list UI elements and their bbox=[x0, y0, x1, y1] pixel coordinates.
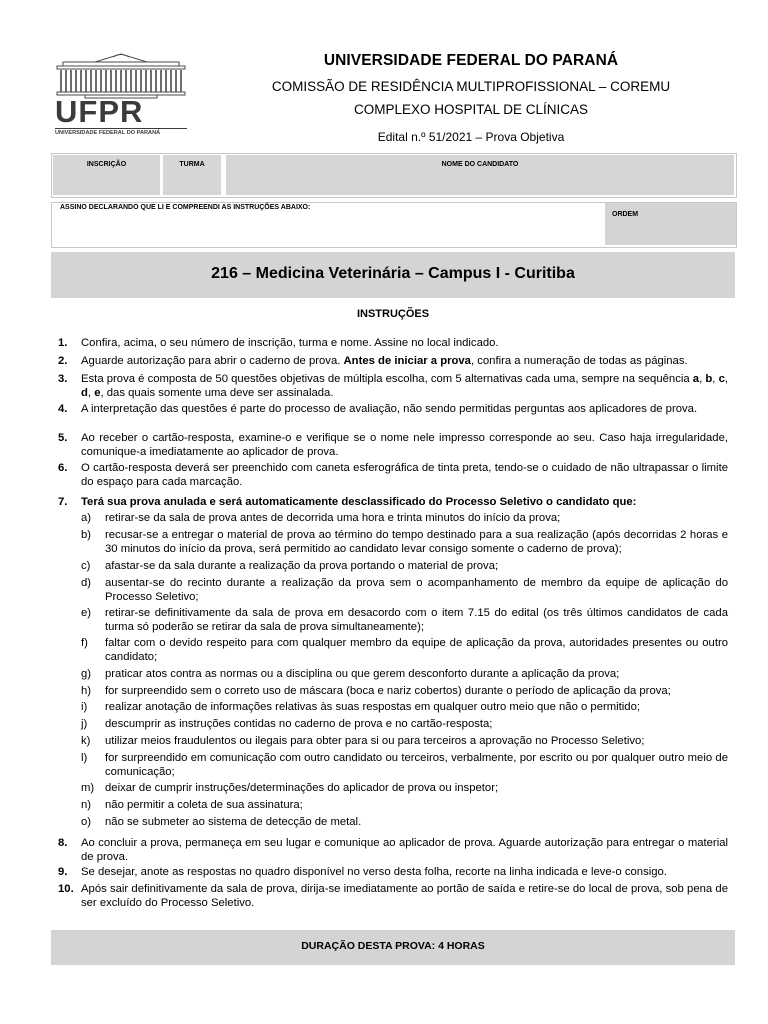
signature-field[interactable] bbox=[52, 203, 602, 245]
instruction-text: O cartão-resposta deverá ser preenchido com caneta esferográfica de tinta preta, tendo-se o cuidado de não ultrapassar o limite do espaço para cada marcação. bbox=[81, 462, 728, 489]
turma-label: TURMA bbox=[179, 161, 205, 168]
instruction-text: Confira, acima, o seu número de inscrição, turma e nome. Assine no local indicado. bbox=[81, 337, 499, 349]
subitem-letter: e) bbox=[81, 607, 92, 619]
subitem bbox=[81, 606, 728, 635]
subitem-letter: d) bbox=[81, 577, 92, 589]
instruction-item bbox=[58, 461, 728, 490]
subitem-text: afastar-se da sala durante a realização da prova portando o material de prova; bbox=[105, 560, 499, 572]
candidate-info-row bbox=[51, 153, 737, 198]
subitem-letter: h) bbox=[81, 685, 92, 697]
course-band bbox=[51, 252, 735, 298]
instruction-item bbox=[58, 336, 728, 350]
subitem-letter: n) bbox=[81, 799, 92, 811]
instruction-item bbox=[58, 836, 728, 865]
alt-letter: a bbox=[692, 373, 700, 385]
instruction-text: Se desejar, anote as respostas no quadro disponível no verso desta folha, recorte na linha indicada e leve-o consigo. bbox=[81, 866, 667, 878]
duration-text: DURAÇÃO DESTA PROVA: 4 HORAS bbox=[301, 940, 485, 952]
instruction-number: 1. bbox=[58, 337, 68, 349]
logo-subtext: UNIVERSIDADE FEDERAL DO PARANÁ bbox=[55, 128, 187, 136]
subitem bbox=[81, 511, 728, 525]
subitem bbox=[81, 528, 728, 557]
instruction-text: Terá sua prova anulada e será automaticamente desclassificado do Processo Seletivo o candidato que: bbox=[81, 496, 637, 508]
nome-field[interactable] bbox=[226, 155, 734, 195]
ordem-field bbox=[605, 203, 736, 245]
instruction-number: 2. bbox=[58, 355, 68, 367]
logo-text: UFPR bbox=[55, 94, 144, 129]
subitem-letter: o) bbox=[81, 816, 92, 828]
subitem-text: realizar anotação de informações relativas às suas respostas em qualquer outro meio que não o permitido; bbox=[105, 701, 641, 713]
instruction-item bbox=[58, 882, 728, 911]
subitem bbox=[81, 559, 728, 573]
subitem-text: for surpreendido em comunicação com outro candidato ou terceiros, verbalmente, por escrito ou por qualquer outro meio de comunicação; bbox=[105, 752, 728, 779]
subitem-letter: f) bbox=[81, 637, 88, 649]
text-segment: Aguarde autorização para abrir o caderno de prova. bbox=[81, 355, 344, 367]
subitem-text: retirar-se definitivamente da sala de prova em desacordo com o item 7.15 do edital (os três últimos candidatos de cada turma só poderão se retirar da sala de prova simultaneamente); bbox=[105, 607, 728, 634]
nome-label: NOME DO CANDIDATO bbox=[441, 161, 519, 168]
instruction-number: 9. bbox=[58, 866, 68, 878]
subitem bbox=[81, 781, 728, 795]
alt-letter: e bbox=[94, 387, 101, 400]
signature-row bbox=[51, 202, 737, 248]
subitem-text: deixar de cumprir instruções/determinações do aplicador de prova ou inspetor; bbox=[105, 782, 499, 794]
alt-letter: b bbox=[705, 373, 713, 385]
subitem-text: não permitir a coleta de sua assinatura; bbox=[105, 799, 303, 811]
instruction-number: 3. bbox=[58, 373, 68, 385]
subitem-letter: l) bbox=[81, 752, 88, 764]
text-segment: Esta prova é composta de 50 questões objetivas de múltipla escolha, com 5 alternativas cada uma, sempre na sequência bbox=[81, 373, 693, 385]
subitem-text: ausentar-se do recinto durante a realização da prova sem o acompanhamento de membro da equipe de aplicação do Processo Seletivo; bbox=[105, 577, 728, 604]
subitem-text: for surpreendido sem o correto uso de máscara (boca e nariz cobertos) durante o período de aplicação da prova; bbox=[105, 685, 671, 697]
subitem bbox=[81, 576, 728, 605]
instruction-item bbox=[58, 372, 728, 401]
instruction-number: 7. bbox=[58, 496, 68, 508]
subitem-letter: b) bbox=[81, 529, 92, 541]
instruction-number: 6. bbox=[58, 462, 68, 474]
subitem-letter: i) bbox=[81, 701, 88, 713]
subitem bbox=[81, 734, 728, 748]
instruction-text: Após sair definitivamente da sala de prova, dirija-se imediatamente ao portão de saída e retire-se do local de prova, sob pena de ser excluído do Processo Seletivo. bbox=[81, 883, 728, 910]
university-name: UNIVERSIDADE FEDERAL DO PARANÁ bbox=[323, 52, 619, 69]
duration-band bbox=[51, 930, 735, 965]
inscricao-label: INSCRIÇÃO bbox=[86, 161, 127, 168]
instruction-item bbox=[58, 431, 728, 460]
subitem-text: praticar atos contra as normas ou a disciplina ou que gerem desconforto durante a aplicação da prova; bbox=[105, 668, 620, 680]
instruction-number: 8. bbox=[58, 837, 68, 849]
subitem bbox=[81, 717, 728, 731]
subitem-text: descumprir as instruções contidas no caderno de prova e no cartão-resposta; bbox=[105, 718, 493, 730]
subitem-text: recusar-se a entregar o material de prova ao término do tempo destinado para a sua realização (após decorridas 2 horas e 30 minutos do início da prova, será permitido ao candidato levar consigo somente o caderno de prova); bbox=[105, 529, 728, 556]
subitem-letter: m) bbox=[81, 782, 95, 794]
edital-line: Edital n.º 51/2021 – Prova Objetiva bbox=[377, 130, 565, 144]
subitem-text: retirar-se da sala de prova antes de decorrida uma hora e trinta minutos do início da prova; bbox=[105, 512, 561, 524]
subitem-letter: k) bbox=[81, 735, 91, 747]
subitem-text: não se submeter ao sistema de detecção de metal. bbox=[105, 816, 362, 828]
subitem bbox=[81, 751, 728, 780]
text-segment: , das quais somente uma deve ser assinalada. bbox=[100, 387, 334, 400]
instruction-item bbox=[58, 354, 728, 368]
inscricao-field[interactable] bbox=[53, 155, 160, 195]
instruction-text bbox=[81, 354, 728, 368]
text-bold-segment: Antes de iniciar a prova bbox=[343, 355, 471, 367]
subitem-letter: a) bbox=[81, 512, 92, 524]
instructions-heading: INSTRUÇÕES bbox=[356, 308, 430, 320]
instruction-item bbox=[58, 495, 728, 509]
instruction-number: 4. bbox=[58, 403, 68, 415]
subitem-letter: c) bbox=[81, 560, 91, 572]
instruction-item bbox=[58, 865, 728, 879]
subitem bbox=[81, 815, 728, 829]
signature-label: ASSINO DECLARANDO QUE LI E COMPREENDI AS INSTRUÇÕES ABAIXO: bbox=[60, 204, 311, 211]
text-segment: , confira a numeração de todas as páginas. bbox=[470, 355, 688, 367]
course-title: 216 – Medicina Veterinária – Campus I - Curitiba bbox=[211, 265, 575, 282]
instruction-text: Ao concluir a prova, permaneça em seu lugar e comunique ao aplicador de prova. Aguarde autorização para entregar o material de prova. bbox=[81, 837, 728, 864]
instruction-item bbox=[58, 402, 728, 416]
subitem bbox=[81, 636, 728, 665]
subitem bbox=[81, 700, 728, 714]
instruction-text: A interpretação das questões é parte do processo de avaliação, não sendo permitidas perguntas aos aplicadores de prova. bbox=[81, 403, 698, 415]
instruction-text: Esta prova é composta de 50 questões objetivas de múltipla escolha, com 5 alternativas cada uma, sempre na sequência a, b, c, d, e, das quais somente uma deve ser assinalada. bbox=[81, 373, 729, 400]
alt-letter: c bbox=[718, 373, 725, 385]
hospital-name: COMPLEXO HOSPITAL DE CLÍNICAS bbox=[353, 102, 589, 117]
instruction-number: 10. bbox=[58, 883, 74, 895]
subitem-text: utilizar meios fraudulentos ou ilegais para obter para si ou para terceiros a aprovação no Processo Seletivo; bbox=[105, 735, 645, 747]
alt-letter: d bbox=[81, 387, 88, 400]
instruction-text: Ao receber o cartão-resposta, examine-o e verifique se o nome nele impresso corresponde ao seu. Caso haja irregularidade, comunique-a imediatamente ao aplicador de prova. bbox=[81, 432, 728, 459]
subitem-letter: j) bbox=[81, 718, 88, 730]
subitem bbox=[81, 798, 728, 812]
subitem bbox=[81, 667, 728, 681]
ufpr-logo bbox=[55, 52, 187, 134]
instruction-number: 5. bbox=[58, 432, 68, 444]
subitem-text: faltar com o devido respeito para com qualquer membro da equipe de aplicação da prova, autoridades presentes ou outro candidato; bbox=[105, 637, 728, 664]
ordem-label: ORDEM bbox=[612, 211, 639, 218]
subitem bbox=[81, 684, 728, 698]
commission-name: COMISSÃO DE RESIDÊNCIA MULTIPROFISSIONAL – COREMU bbox=[271, 79, 671, 94]
turma-field[interactable] bbox=[163, 155, 221, 195]
subitem-letter: g) bbox=[81, 668, 92, 680]
